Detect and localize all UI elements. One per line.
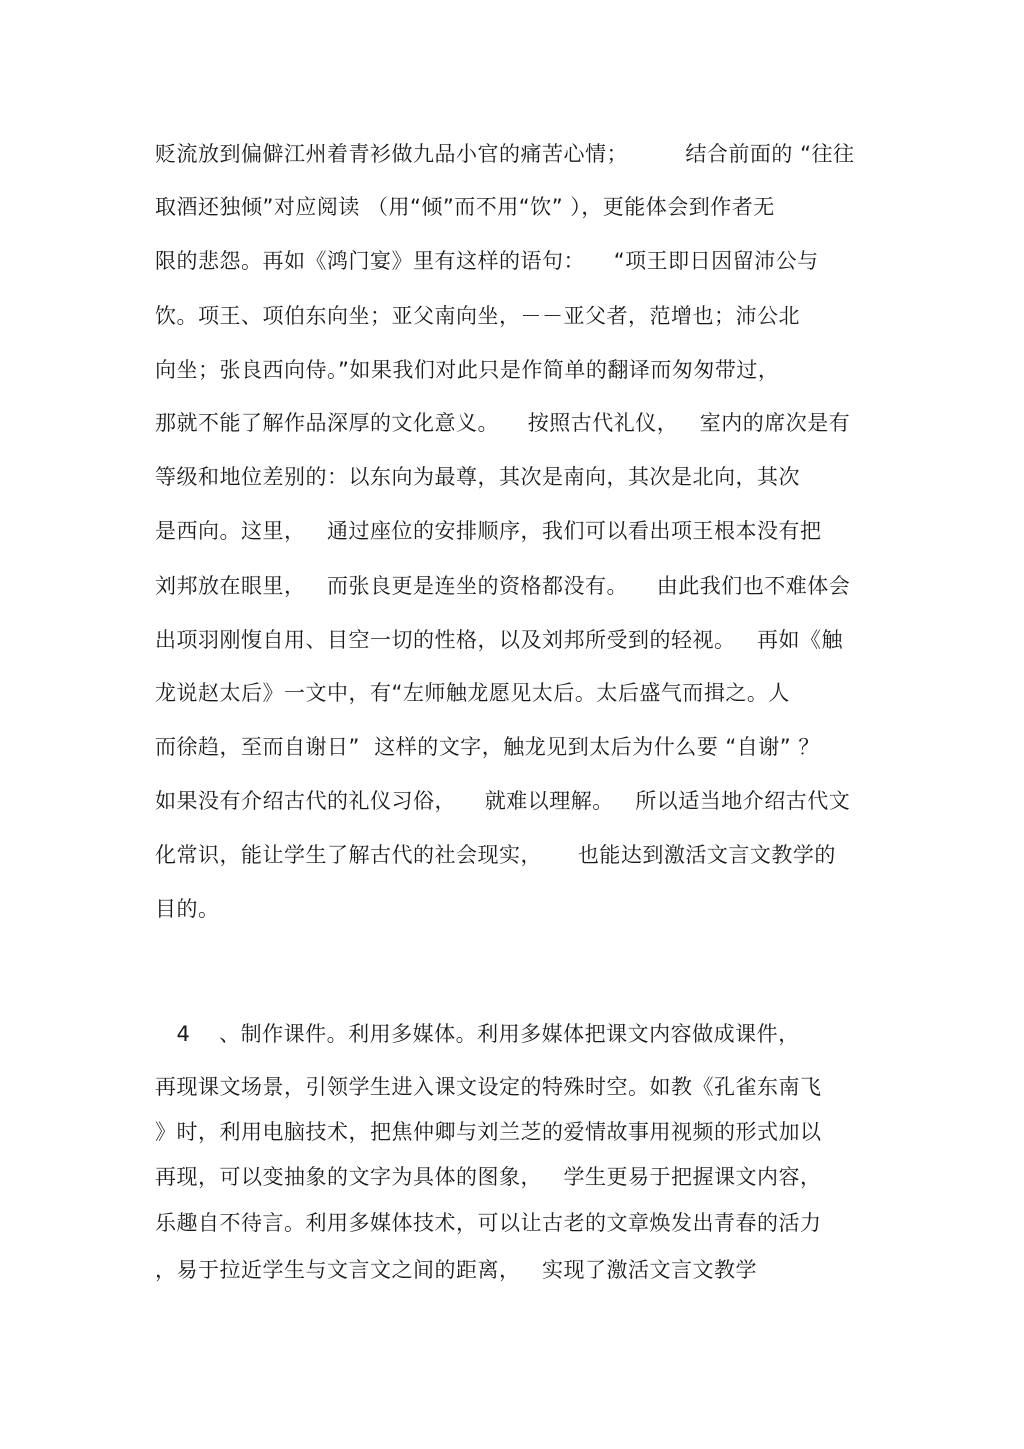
text-line: 限的悲怨。再如《鸿门宴》里有这样的语句： “项王即日因留沛公与: [155, 249, 819, 273]
text-line: 而徐趋，至而自谢日” 这样的文字，触龙见到太后为什么要 “自谢” ？: [155, 735, 820, 759]
text-line: 》时，利用电脑技术，把焦仲卿与刘兰芝的爱情故事用视频的形式加以: [155, 1120, 822, 1144]
text-line: 取酒还独倾”对应阅读 （用“倾”而不用“饮” ），更能体会到作者无: [155, 195, 775, 219]
text-line: 再现课文场景，引领学生进入课文设定的特殊时空。如教《孔雀东南飞: [155, 1075, 822, 1099]
text-line: 出项羽刚愎自用、目空一切的性格，以及刘邦所受到的轻视。 再如《触: [155, 628, 844, 652]
text-line: 目的。: [155, 897, 220, 921]
text-line: 饮。项王、项伯东向坐；亚父南向坐，－－亚父者，范增也；沛公北: [155, 304, 800, 328]
text-line: 刘邦放在眼里， 而张良更是连坐的资格都没有。 由此我们也不难体会: [155, 574, 851, 598]
text-line: 等级和地位差别的：以东向为最尊，其次是南向，其次是北向，其次: [155, 465, 800, 489]
text-line: 是西向。这里， 通过座位的安排顺序，我们可以看出项王根本没有把: [155, 519, 822, 543]
text-line: 再现，可以变抽象的文字为具体的图象， 学生更易于把握课文内容，: [155, 1165, 822, 1189]
text-line: 贬流放到偏僻江州着青衫做九品小官的痛苦心情； 结合前面的 “往往: [155, 142, 855, 166]
text-line: 化常识，能让学生了解古代的社会现实， 也能达到激活文言文教学的: [155, 843, 836, 867]
text-line: 那就不能了解作品深厚的文化意义。 按照古代礼仪， 室内的席次是有: [155, 411, 851, 435]
text-line: ，易于拉近学生与文言文之间的距离， 实现了激活文言文教学: [155, 1258, 758, 1282]
text-line: 如果没有介绍古代的礼仪习俗， 就难以理解。 所以适当地介绍古代文: [155, 789, 851, 813]
text-line: 乐趣自不待言。利用多媒体技术，可以让古老的文章焕发出青春的活力: [155, 1211, 822, 1235]
text-line: 龙说赵太后》一文中，有“左师触龙愿见太后。太后盛气而揖之。人: [155, 681, 790, 705]
text-line: 向坐；张良西向侍。”如果我们对此只是作简单的翻译而匆匆带过，: [155, 358, 780, 382]
text-line: 4 、制作课件。利用多媒体。利用多媒体把课文内容做成课件，: [155, 1022, 800, 1046]
